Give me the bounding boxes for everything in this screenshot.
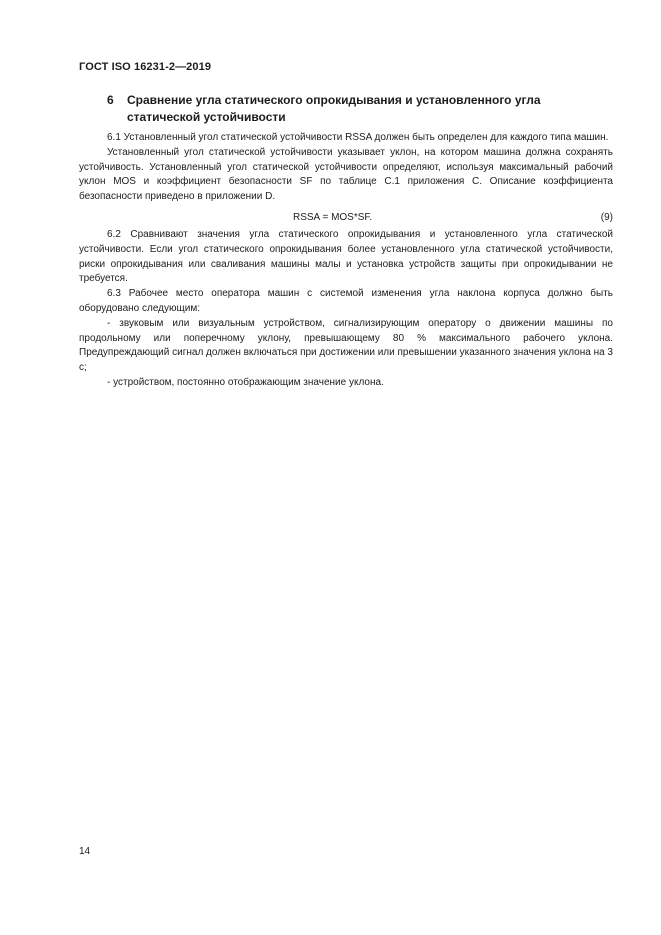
- section-heading: [107, 92, 607, 126]
- list-item-sound-device: - звуковым или визуальным устройством, сигнализирующим оператору о движении машины по продольному или поперечному уклону, превышающему 80 % максимального рабочего уклона. Предупреждающий сигнал должен включаться при достижении или превышении указанного значения уклона на 3 с;: [79, 317, 613, 374]
- formula-number: (9): [600, 211, 613, 223]
- document-body: [79, 131, 613, 391]
- paragraph-6-1-cont: Установленный угол статической устойчивости указывает уклон, на котором машина должна сохранять устойчивость. Установленный угол статической устойчивости определяют, используя максимальный рабочий уклон MOS и коэффициент безопасности SF по таблице C.1 приложения C. Описание коэффициента безопасности приведено в приложении D.: [79, 146, 613, 203]
- paragraph-6-1: 6.1 Установленный угол статической устойчивости RSSA должен быть определен для каждого типа машин.: [107, 132, 609, 143]
- document-header: ГОСТ ISO 16231-2—2019: [79, 61, 212, 73]
- section-title-line1: Сравнение угла статического опрокидывания и установленного угла: [127, 93, 541, 107]
- section-number: 6: [107, 93, 114, 107]
- formula: [79, 208, 613, 228]
- formula-expression: RSSA = MOS*SF.: [293, 211, 373, 223]
- page-number: 14: [79, 846, 91, 857]
- section-title-line2: статической устойчивости: [127, 110, 286, 124]
- paragraph-6-3: 6.3 Рабочее место оператора машин с системой изменения угла наклона корпуса должно быть оборудовано следующим:: [79, 288, 613, 314]
- list-item-slope-display: - устройством, постоянно отображающим значение уклона.: [107, 376, 384, 388]
- paragraph-6-2: 6.2 Сравнивают значения угла статического опрокидывания и установленного угла статической устойчивости. Если угол статического опрокидывания более установленного угла статической устойчивости, риски опрокидывания или сваливания машины малы и установка устройств защиты при опрокидывании не требуется.: [79, 228, 613, 285]
